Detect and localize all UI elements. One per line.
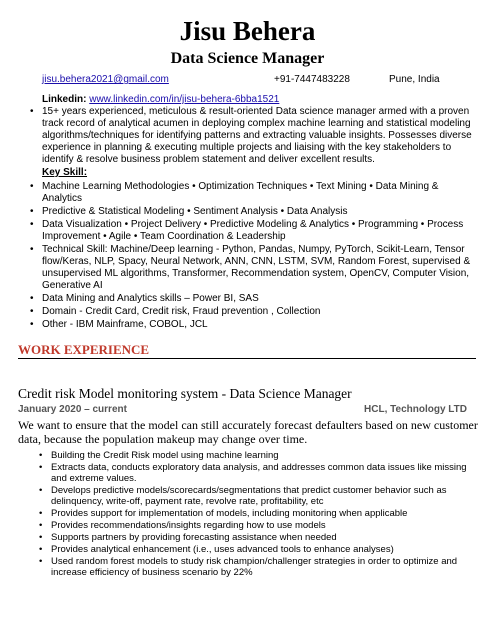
work-experience-heading: WORK EXPERIENCE xyxy=(18,342,476,359)
duty-item: • Provides recommendations/insights regarding how to use models xyxy=(37,520,477,531)
linkedin-label: Linkedin xyxy=(42,94,84,105)
summary-text: • 15+ years experienced, meticulous & result-oriented Data science manager armed with a proven track record of analytical acumen in deploying complex machine learning and statistical modeling algorithms/techniques for identifying patterns and extracting valuable insights. Possesses diverse experience in planning & executing multiple projects and liaising with the key stakeholders to identify & resolve business problem statement and deliver excellent results. xyxy=(28,106,476,166)
duty-item: • Supports partners by providing forecasting assistance when needed xyxy=(37,532,477,543)
location: Pune, India xyxy=(389,74,440,85)
skill-item: • Domain - Credit Card, Credit risk, Fraud prevention , Collection xyxy=(28,306,476,318)
candidate-name: Jisu Behera xyxy=(179,16,316,46)
duty-item: • Extracts data, conducts exploratory data analysis, and addresses common data issues like missing and extreme values. xyxy=(37,462,477,484)
linkedin-link[interactable]: www.linkedin.com/in/jisu-behera-6bba1521 xyxy=(89,94,280,105)
skill-item: • Technical Skill: Machine/Deep learning - Python, Pandas, Numpy, PyTorch, Scikit-Learn, Tensor flow/Keras, NLP, Spacy, Neural Network, ANN, CNN, LSTM, SVM, Random Forest, supervised & unsupervised ML algorithms, Transformer, Recommendation system, OpenCV, Computer Vision, Generative AI xyxy=(28,244,476,292)
summary-section xyxy=(28,106,476,332)
skill-item: • Data Mining and Analytics skills – Power BI, SAS xyxy=(28,293,476,305)
duty-item: • Provides support for implementation of models, including monitoring when applicable xyxy=(37,508,477,519)
email-link[interactable]: jisu.behera2021@gmail.com xyxy=(42,74,169,85)
skills-list xyxy=(28,181,476,331)
candidate-role: Data Science Manager xyxy=(170,50,325,67)
key-skill-heading: Key Skill: xyxy=(42,167,88,178)
skill-item: • Predictive & Statistical Modeling • Sentiment Analysis • Data Analysis xyxy=(28,206,476,218)
job-description: We want to ensure that the model can still accurately forecast defaulters based on new customer data, because the population makeup may change over time. xyxy=(18,418,478,446)
duties-list xyxy=(37,450,477,579)
duty-item: • Provides analytical enhancement (i.e., uses advanced tools to enhance analyses) xyxy=(37,544,477,555)
skill-item: • Other - IBM Mainframe, COBOL, JCL xyxy=(28,319,476,331)
duty-item: • Building the Credit Risk model using machine learning xyxy=(37,450,477,461)
duty-item: • Used random forest models to study risk champion/challenger strategies in order to optimize and increase efficiency of business scenario by 22% xyxy=(37,556,477,578)
job-title: Credit risk Model monitoring system - Data Science Manager xyxy=(18,386,352,401)
skill-item: • Data Visualization • Project Delivery • Predictive Modeling & Analytics • Programming • Process Improvement • Agile • Team Coordination & Leadership xyxy=(28,219,476,243)
job-dates: January 2020 – current xyxy=(18,404,127,415)
duty-item: • Develops predictive models/scorecards/segmentations that predict customer behavior such as delinquency, write-off, payment rate, revolve rate, profitability, etc xyxy=(37,485,477,507)
job-company: HCL, Technology LTD xyxy=(364,404,467,415)
skill-item: • Machine Learning Methodologies • Optimization Techniques • Text Mining • Data Mining & Analytics xyxy=(28,181,476,205)
linkedin-row: Linkedin: www.linkedin.com/in/jisu-behera-6bba1521 xyxy=(42,94,280,105)
phone-number: +91-7447483228 xyxy=(274,74,350,85)
